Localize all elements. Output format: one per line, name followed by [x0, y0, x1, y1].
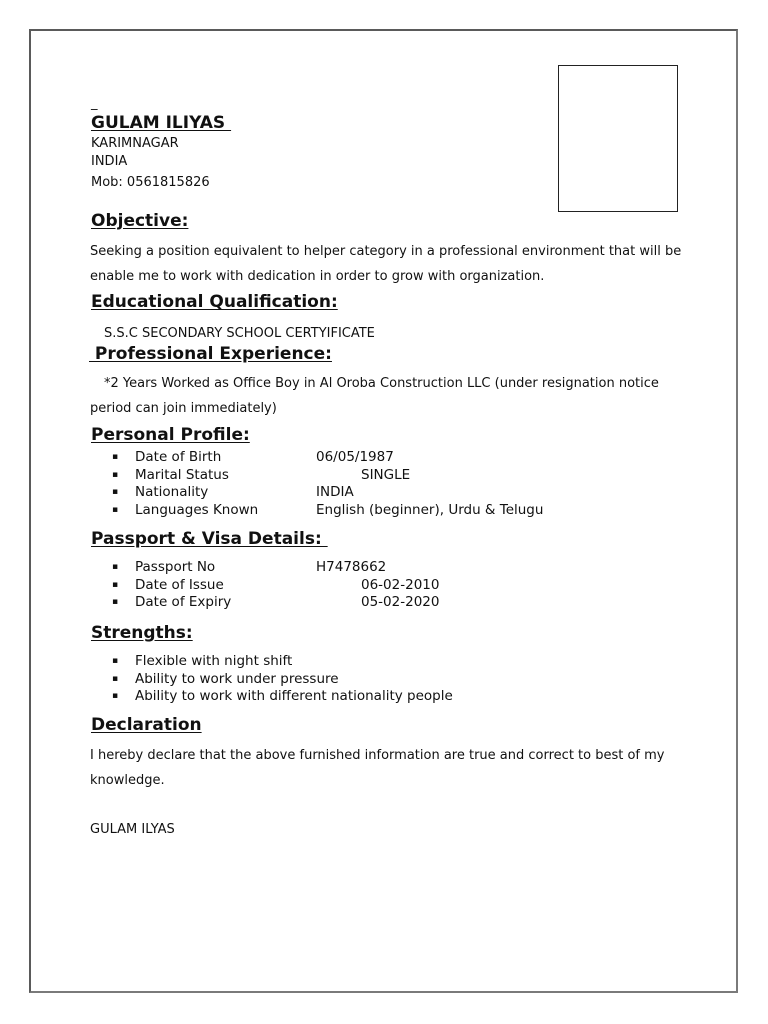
list-item [112, 653, 293, 671]
bullet-icon: ▪ [112, 597, 119, 607]
strength-item: Ability to work under pressure [135, 670, 339, 687]
passport-heading: Passport & Visa Details: [91, 529, 328, 549]
nationality-label: Nationality [135, 484, 209, 500]
declaration-text: I hereby declare that the above furnished information are true and correct to best of my knowledge. [90, 748, 665, 788]
personal-profile-list [112, 449, 544, 519]
date-of-expiry-label: Date of Expiry [135, 594, 232, 610]
marital-status-value: SINGLE [361, 466, 411, 483]
strength-item: Ability to work with different nationality people [135, 688, 453, 704]
education-heading: Educational Qualification: [91, 292, 338, 312]
bullet-icon: ▪ [112, 579, 119, 590]
personal-profile-heading: Personal Profile: [91, 425, 250, 445]
experience-text: *2 Years Worked as Office Boy in Al Oroba Construction LLC (under resignation notice period can join immediately) [90, 376, 659, 416]
nationality-value: INDIA [316, 484, 354, 500]
list-item [112, 449, 394, 467]
date-of-expiry-value: 05-02-2020 [361, 594, 440, 610]
objective-text: Seeking a position equivalent to helper category in a professional environment that will be enable me to work with dedication in order to grow with organization. [90, 244, 682, 284]
list-item [112, 466, 411, 485]
experience-heading: Professional Experience: [89, 344, 332, 364]
strength-item: Flexible with night shift [135, 653, 293, 669]
declaration-heading: Declaration [91, 715, 202, 735]
list-item [112, 688, 453, 706]
bullet-icon: ▪ [112, 691, 119, 701]
header-dash: _ [91, 96, 98, 111]
list-item [112, 501, 544, 520]
candidate-name: GULAM ILIYAS [91, 113, 232, 133]
strengths-heading: Strengths: [91, 623, 193, 643]
date-of-birth-label: Date of Birth [135, 449, 222, 465]
bullet-icon: ▪ [112, 452, 119, 462]
objective-heading: Objective: [91, 211, 189, 231]
bullet-icon: ▪ [112, 469, 119, 480]
list-item [112, 559, 387, 577]
education-item: S.S.C SECONDARY SCHOOL CERTYIFICATE [104, 326, 375, 341]
bullet-icon: ▪ [112, 656, 119, 666]
bullet-icon: ▪ [112, 504, 119, 515]
list-item [112, 670, 339, 689]
passport-no-label: Passport No [135, 559, 216, 575]
photo-placeholder [558, 65, 678, 212]
date-of-issue-value: 06-02-2010 [361, 576, 440, 593]
bullet-icon: ▪ [112, 673, 119, 684]
languages-known-value: English (beginner), Urdu & Telugu [316, 501, 544, 518]
passport-no-value: H7478662 [316, 559, 387, 575]
date-of-birth-value: 06/05/1987 [316, 449, 394, 465]
passport-list [112, 559, 440, 612]
address-line-2: INDIA [91, 154, 128, 169]
list-item [112, 576, 440, 595]
list-item [112, 594, 440, 612]
strengths-list [112, 653, 453, 706]
list-item [112, 484, 354, 502]
signature-name: GULAM ILYAS [90, 822, 175, 837]
date-of-issue-label: Date of Issue [135, 576, 224, 593]
languages-known-label: Languages Known [135, 501, 259, 518]
address-line-1: KARIMNAGAR [91, 136, 179, 151]
mobile-number: Mob: 0561815826 [91, 175, 210, 190]
bullet-icon: ▪ [112, 487, 119, 497]
marital-status-label: Marital Status [135, 466, 229, 483]
bullet-icon: ▪ [112, 562, 119, 572]
